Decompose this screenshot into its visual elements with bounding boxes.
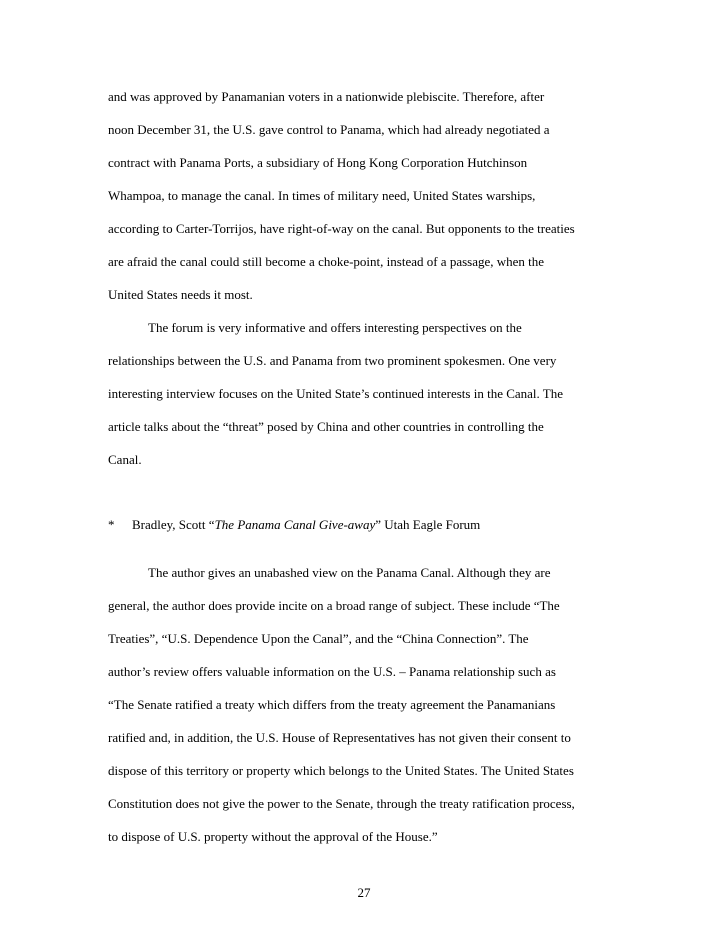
- paragraph-1-line: according to Carter-Torrijos, have right-of-way on the canal. But opponents to the treaties: [108, 221, 575, 236]
- paragraph-2-line: Canal.: [108, 452, 142, 467]
- paragraph-1-line: United States needs it most.: [108, 287, 253, 302]
- paragraph-3-line: Treaties”, “U.S. Dependence Upon the Canal”, and the “China Connection”. The: [108, 631, 529, 646]
- paragraph-2-line: interesting interview focuses on the United State’s continued interests in the Canal. The: [108, 386, 564, 401]
- paragraph-1-line: noon December 31, the U.S. gave control to Panama, which had already negotiated a: [108, 122, 550, 137]
- paragraph-1-line: Whampoa, to manage the canal. In times of military need, United States warships,: [108, 188, 536, 203]
- citation-bullet: *: [108, 517, 115, 532]
- paragraph-1-line: are afraid the canal could still become a choke-point, instead of a passage, when the: [108, 254, 545, 269]
- paragraph-3-line: to dispose of U.S. property without the approval of the House.”: [108, 829, 438, 844]
- paragraph-1-line: and was approved by Panamanian voters in a nationwide plebiscite. Therefore, after: [108, 89, 545, 104]
- paragraph-3-line: “The Senate ratified a treaty which differs from the treaty agreement the Panamanians: [108, 697, 556, 712]
- paragraph-2-line: relationships between the U.S. and Panama from two prominent spokesmen. One very: [108, 353, 557, 368]
- paragraph-3-line: author’s review offers valuable information on the U.S. – Panama relationship such as: [108, 664, 556, 679]
- paragraph-3-line: Constitution does not give the power to the Senate, through the treaty ratification process,: [108, 796, 575, 811]
- paragraph-2-line: article talks about the “threat” posed by China and other countries in controlling the: [108, 419, 544, 434]
- paragraph-2-line: The forum is very informative and offers interesting perspectives on the: [148, 320, 522, 335]
- citation-author: Bradley, Scott “: [132, 517, 215, 532]
- page-number: 27: [357, 885, 371, 900]
- citation-source: ” Utah Eagle Forum: [375, 517, 481, 532]
- citation-entry: [132, 517, 480, 533]
- paragraph-1-line: contract with Panama Ports, a subsidiary of Hong Kong Corporation Hutchinson: [108, 155, 528, 170]
- paragraph-3-line: The author gives an unabashed view on the Panama Canal. Although they are: [148, 565, 551, 580]
- paragraph-3-line: dispose of this territory or property which belongs to the United States. The United States: [108, 763, 574, 778]
- paragraph-3-line: ratified and, in addition, the U.S. House of Representatives has not given their consent to: [108, 730, 571, 745]
- citation-title: The Panama Canal Give-away: [214, 517, 376, 532]
- paragraph-3-line: general, the author does provide incite on a broad range of subject. These include “The: [108, 598, 560, 613]
